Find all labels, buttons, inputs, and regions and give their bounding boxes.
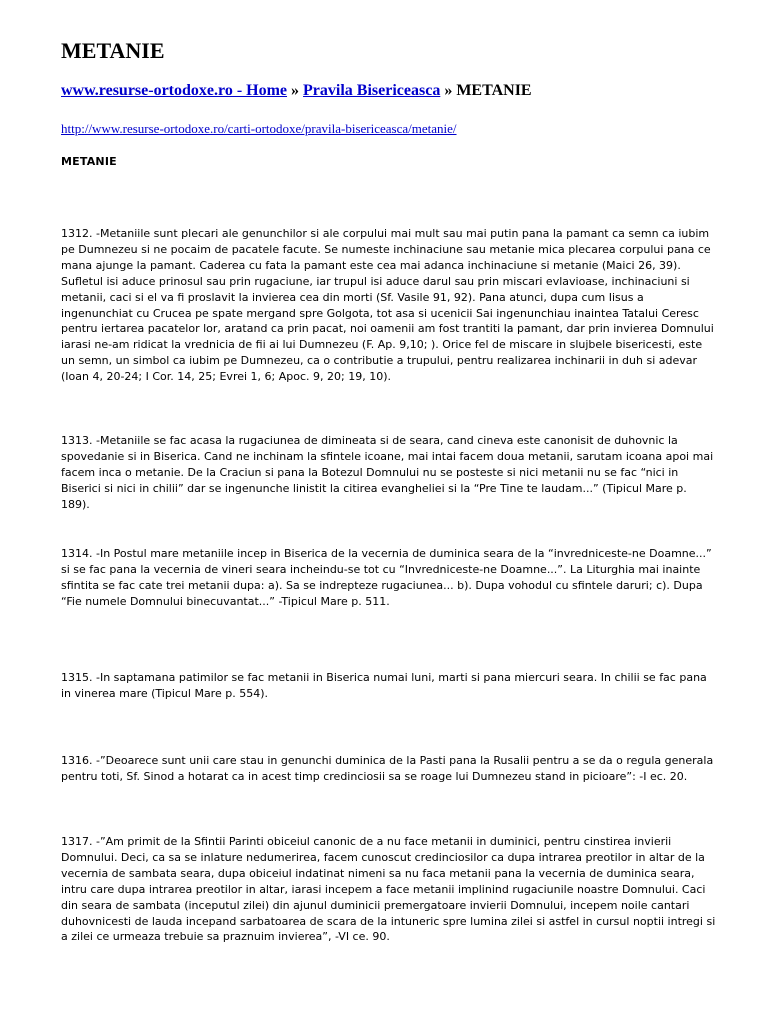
paragraph-1313: 1313. -Metaniile se fac acasa la rugaciunea de dimineata si de seara, cand cineva este canonisit de duhovnic la spovedanie si in Biserica. Cand ne inchinam la sfintele icoane, mai intai facem doua metanii, sarutam icoana apoi mai facem inca o metanie. De la Craciun si pana la Botezul Domnului nu se posteste si nici metanii nu se fac “nici in Biserici si nici in chilii” dar se ingenunche linistit la citirea evangheliei si la “Pre Tine te laudam...” (Tipicul Mare p. 189). (61, 434, 714, 511)
breadcrumb-current: METANIE (456, 82, 532, 99)
breadcrumb-home-link[interactable]: www.resurse-ortodoxe.ro - Home (61, 82, 288, 99)
page-title: METANIE (61, 38, 165, 63)
source-url-link[interactable]: http://www.resurse-ortodoxe.ro/carti-ortodoxe/pravila-bisericeasca/metanie/ (61, 121, 457, 136)
section-heading: METANIE (61, 155, 117, 168)
paragraph-1312: 1312. -Metaniile sunt plecari ale genunchilor si ale corpului mai mult sau mai putin pana la pamant ca semn ca iubim pe Dumnezeu si ne pocaim de pacatele facute. Se numeste inchinaciune sau metanie mica plecarea corpului pana ce mana ajunge la pamant. Caderea cu fata la pamant este cea mai adanca inchinaciune si metanie (Maici 26, 39). Sufletul isi aduce prinosul sau prin rugaciune, iar trupul isi aduce darul sau prin miscari evlavioase, inchinaciuni si metanii, caci si el va fi proslavit la invierea cea din morti (Sf. Vasile 91, 92). Pana atunci, dupa cum Iisus a ingenunchiat cu Crucea pe spate mergand spre Golgota, tot asa si ucenicii Sai ingenunchiau inaintea Tatalui Ceresc pentru iertarea pacatelor lor, aratand ca prin pacat, noi oamenii am fost trantiti la pamant, dar prin invierea Domnului iarasi ne-am ridicat la vrednicia de fii ai lui Dumnezeu (F. Ap. 9,10; ). Orice fel de miscare in slujbele bisericesti, este un semn, un simbol ca iubim pe Dumnezeu, ca o contributie a trupului, pentru realizarea inchinarii in duh si adevar (Ioan 4, 20-24; I Cor. 14, 25; Evrei 1, 6; Apoc. 9, 20; 19, 10). (61, 227, 714, 384)
breadcrumb-separator: » (287, 82, 304, 99)
paragraph-1315: 1315. -In saptamana patimilor se fac metanii in Biserica numai luni, marti si pana miercuri seara. In chilii se fac pana in vinerea mare (Tipicul Mare p. 554). (61, 671, 707, 700)
breadcrumb-section-link[interactable]: Pravila Bisericeasca (303, 82, 441, 99)
paragraph-1317: 1317. -”Am primit de la Sfintii Parinti obiceiul canonic de a nu face metanii in duminici, pentru cinstirea invierii Domnului. Deci, ca sa se inlature nedumerirea, facem cunoscut credinciosilor ca dupa intrarea preotilor in altar de la vecernia de sambata seara, dupa obiceiul indatinat nimeni sa nu faca metanii pana la vecernia de duminica seara, intru care dupa intrarea preotilor in altar, iarasi incepem a face metanii implinind rugaciunile noastre Domnului. Caci din seara de sambata (inceputul zilei) din ajunul duminicii premergatoare invierii Domnului, incepem noile cantari duhovnicesti de lauda incepand sarbatoarea de scara de la intuneric spre lumina zilei si astfel in cursul noptii intregi si a zilei ce urmeaza trebuie sa praznuim invierea”, -VI ce. 90. (61, 835, 716, 944)
breadcrumb (61, 82, 532, 100)
paragraph-1316: 1316. -”Deoarece sunt unii care stau in genunchi duminica de la Pasti pana la Rusalii pentru a se da o regula generala pentru toti, Sf. Sinod a hotarat ca in acest timp credinciosii sa se roage lui Dumnezeu stand in picioare”: -I ec. 20. (61, 754, 714, 783)
paragraph-1314: 1314. -In Postul mare metaniile incep in Biserica de la vecernia de duminica seara de la “invredniceste-ne Doamne...” si se fac pana la vecernia de vineri seara incheindu-se tot cu “Invredniceste-ne Doamne...”. La Liturghia mai inainte sfintita se fac cate trei metanii dupa: a). Sa se indrepteze rugaciunea... b). Dupa vohodul cu sfintele daruri; c). Dupa “Fie numele Domnului binecuvantat...” -Tipicul Mare p. 511. (61, 547, 712, 608)
breadcrumb-separator: » (440, 82, 457, 99)
